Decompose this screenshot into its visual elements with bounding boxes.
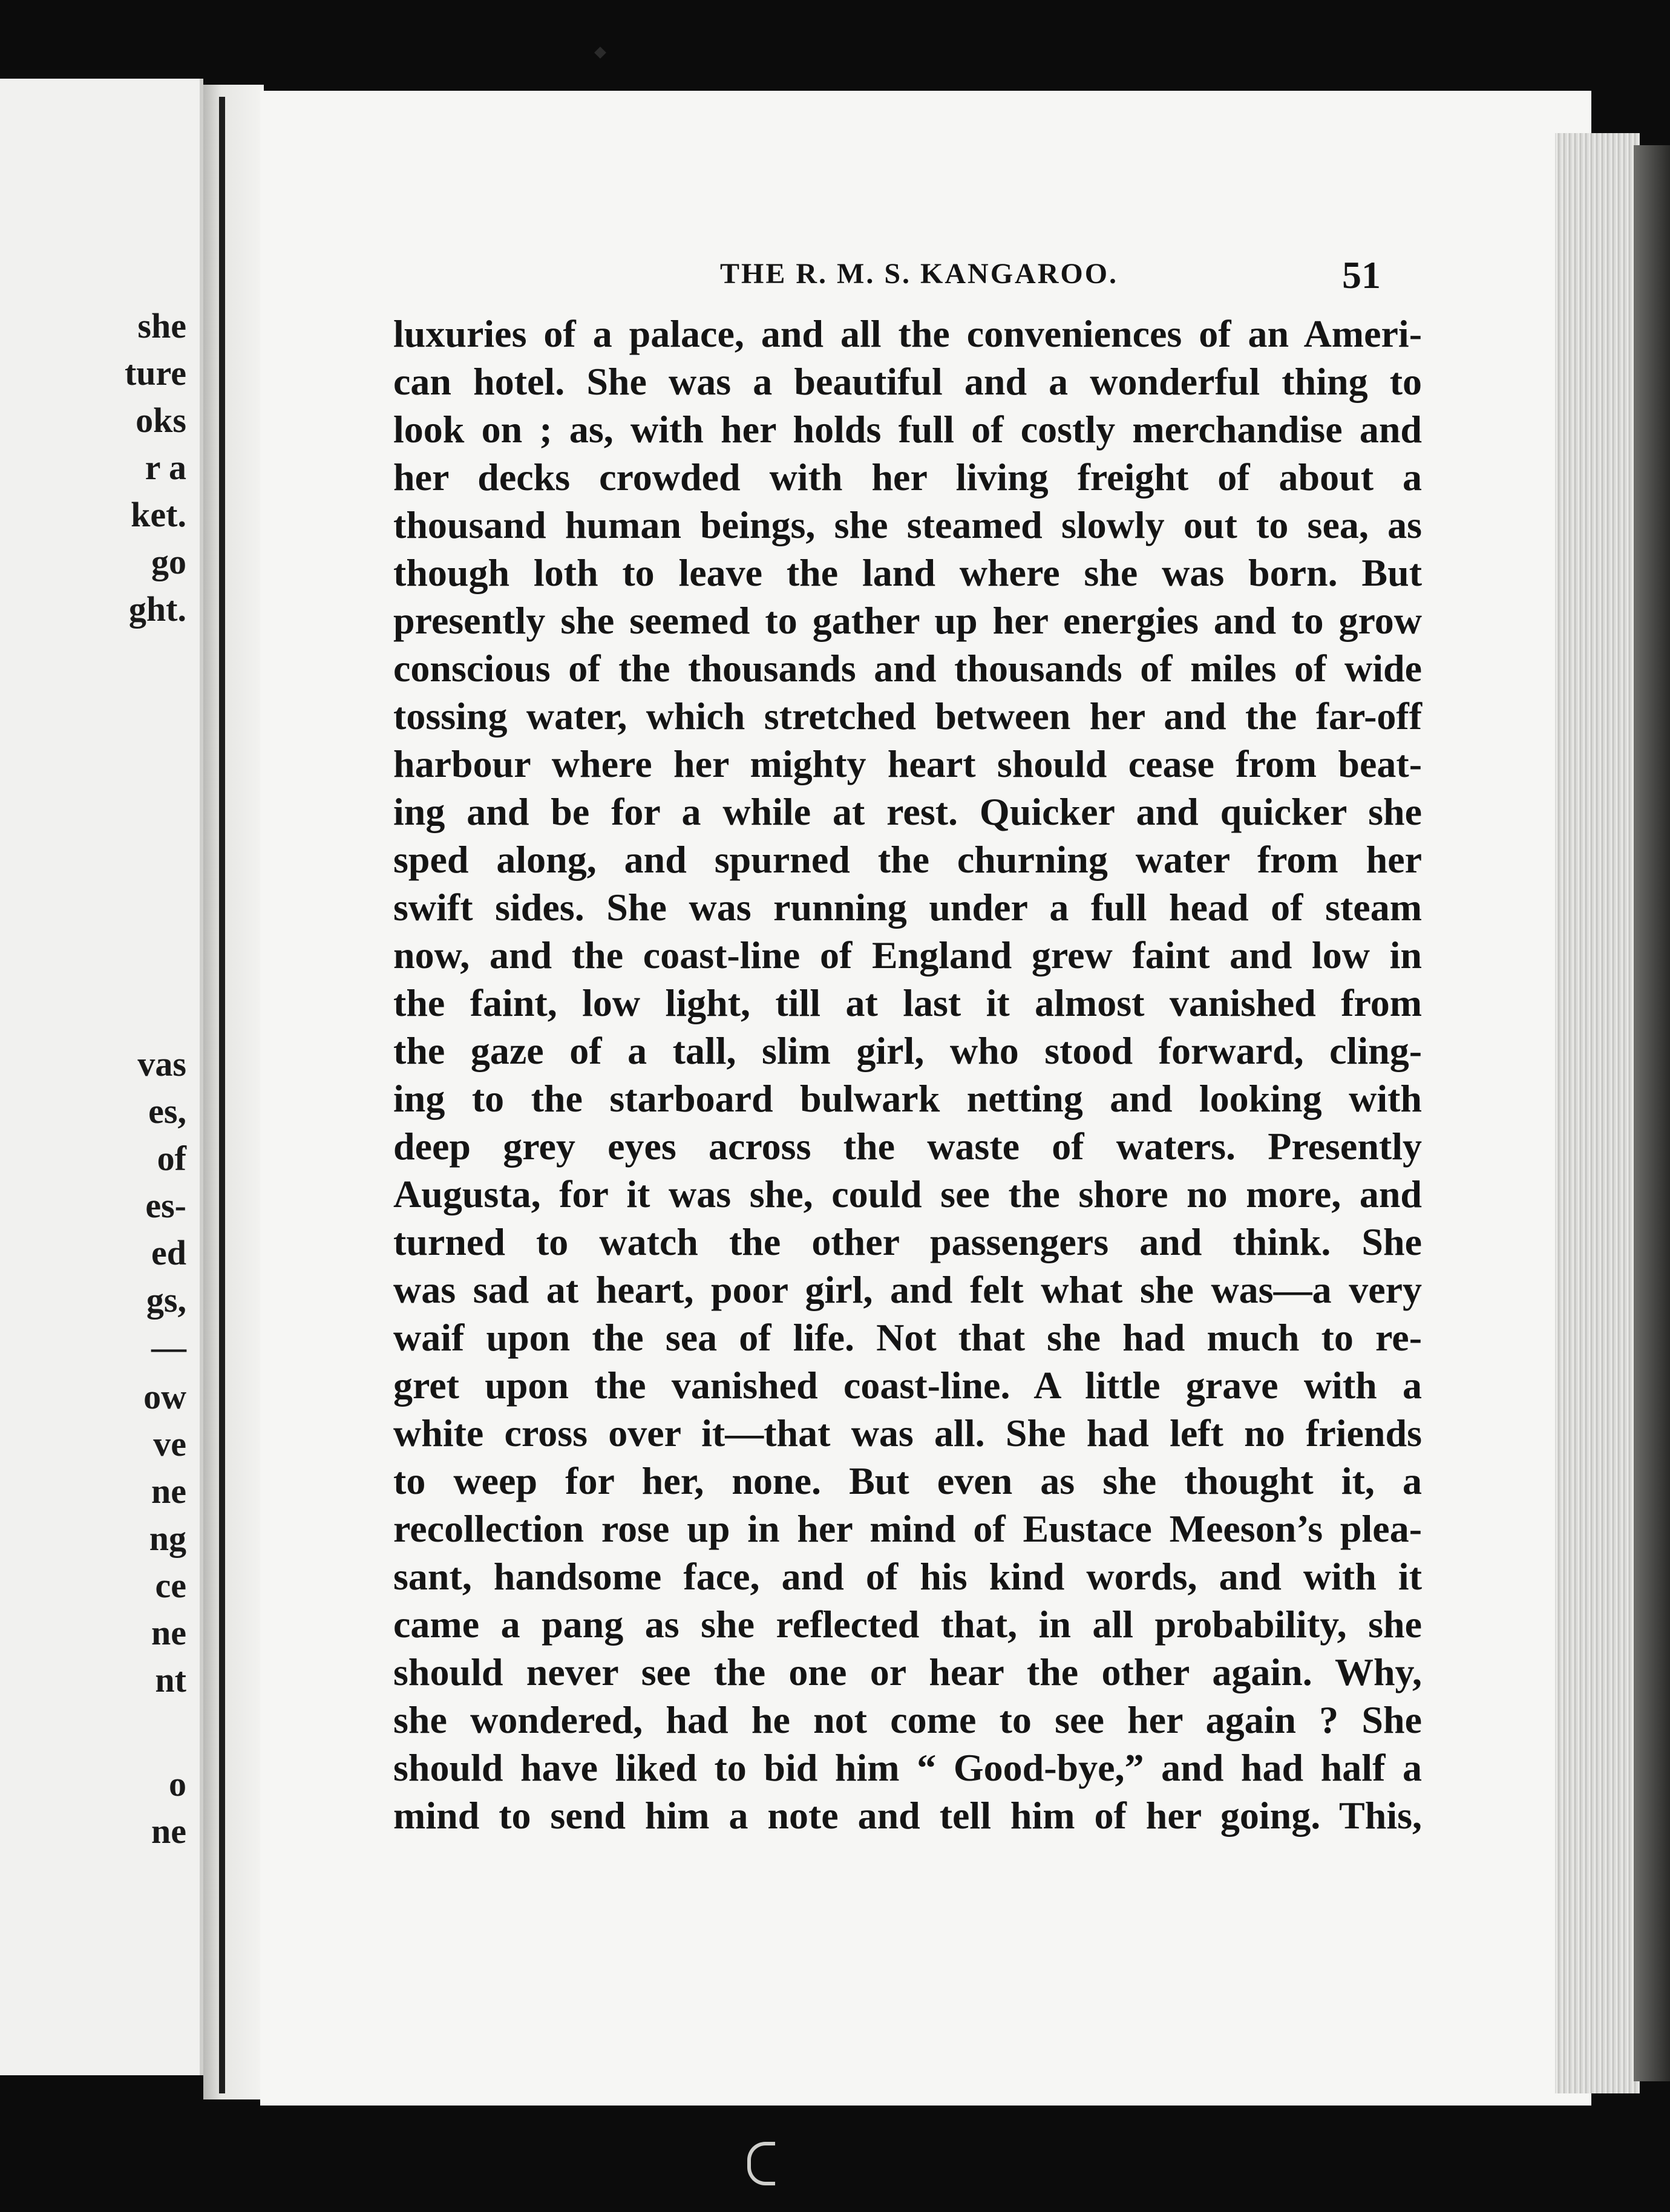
facing-page-text-fragments (0, 79, 200, 2075)
text-line: gret upon the vanished coast-line. A little grave with a (393, 1364, 1422, 1407)
facing-fragment: go (151, 542, 186, 581)
facing-fragment: ce (155, 1566, 186, 1605)
facing-fragment: ket. (131, 495, 186, 534)
text-line: was sad at heart, poor girl, and felt what she was—a very (393, 1268, 1422, 1311)
facing-fragment: ght. (128, 589, 186, 629)
text-line: deep grey eyes across the waste of waters. Presently (393, 1125, 1422, 1168)
facing-fragment: ture (124, 353, 186, 393)
facing-fragment: gs, (146, 1280, 186, 1320)
text-line: presently she seemed to gather up her energies and to grow (393, 599, 1422, 642)
facing-fragment: nt (155, 1660, 186, 1700)
facing-fragment: — (151, 1327, 186, 1367)
text-line: swift sides. She was running under a full head of steam (393, 886, 1422, 929)
facing-fragment: ow (143, 1377, 186, 1416)
facing-fragment: es- (145, 1186, 186, 1225)
text-line: sped along, and spurned the churning water from her (393, 838, 1422, 881)
facing-fragment: oks (136, 401, 186, 440)
facing-fragment: ve (153, 1424, 186, 1464)
text-line: conscious of the thousands and thousands of miles of wide (393, 647, 1422, 690)
facing-fragment: ne (151, 1811, 186, 1851)
text-line: harbour where her mighty heart should cease from beat- (393, 742, 1422, 785)
book-cover-edge (1634, 145, 1670, 2081)
running-head: THE R. M. S. KANGAROO. (720, 258, 1119, 290)
facing-fragment: ne (151, 1613, 186, 1652)
text-line: though loth to leave the land where she was born. But (393, 551, 1422, 594)
facing-fragment: vas (137, 1044, 186, 1084)
page-number: 51 (1342, 254, 1381, 296)
text-line: sant, handsome face, and of his kind words, and with it (393, 1555, 1422, 1598)
text-line: look on ; as, with her holds full of costly merchandise and (393, 408, 1422, 451)
facing-fragment: of (157, 1139, 186, 1178)
page-edge-stack (1555, 133, 1640, 2093)
text-line: ing and be for a while at rest. Quicker and quicker she (393, 790, 1422, 833)
text-line: should have liked to bid him “ Good-bye,” and had half a (393, 1746, 1422, 1789)
facing-fragment: o (169, 1764, 186, 1804)
facing-fragment: ed (151, 1233, 186, 1272)
text-line: can hotel. She was a beautiful and a wonderful thing to (393, 360, 1422, 403)
text-line: recollection rose up in her mind of Eustace Meeson’s plea- (393, 1507, 1422, 1550)
facing-fragment: r a (145, 448, 186, 487)
text-line: turned to watch the other passengers and think. She (393, 1220, 1422, 1263)
text-line: thousand human beings, she steamed slowly out to sea, as (393, 503, 1422, 546)
text-line: tossing water, which stretched between her and the far-off (393, 695, 1422, 738)
facing-fragment: she (137, 306, 186, 345)
facing-fragment: ne (151, 1471, 186, 1511)
text-line: now, and the coast-line of England grew faint and low in (393, 934, 1422, 977)
text-line: came a pang as she reflected that, in all probability, she (393, 1603, 1422, 1646)
text-line: her decks crowded with her living freight of about a (393, 456, 1422, 499)
facing-fragment: es, (148, 1091, 186, 1131)
scan-speck (594, 47, 606, 59)
text-line: waif upon the sea of life. Not that she had much to re- (393, 1316, 1422, 1359)
spine-shadow (219, 97, 225, 2093)
text-line: luxuries of a palace, and all the conveniences of an Ameri- (393, 312, 1422, 355)
text-line: Augusta, for it was she, could see the shore no more, and (393, 1173, 1422, 1216)
text-line: mind to send him a note and tell him of her going. This, (393, 1794, 1422, 1837)
text-line: the gaze of a tall, slim girl, who stood forward, cling- (393, 1029, 1422, 1072)
facing-fragment: ng (149, 1519, 186, 1558)
text-line: should never see the one or hear the other again. Why, (393, 1651, 1422, 1693)
facing-page-left (0, 79, 203, 2075)
text-line: she wondered, had he not come to see her again ? She (393, 1698, 1422, 1741)
text-line: the faint, low light, till at last it almost vanished from (393, 981, 1422, 1024)
text-line: ing to the starboard bulwark netting and looking with (393, 1077, 1422, 1120)
book-gutter (203, 85, 264, 2099)
text-line: to weep for her, none. But even as she thought it, a (393, 1459, 1422, 1502)
text-line: white cross over it—that was all. She had left no friends (393, 1412, 1422, 1454)
scan-artifact (747, 2142, 775, 2185)
